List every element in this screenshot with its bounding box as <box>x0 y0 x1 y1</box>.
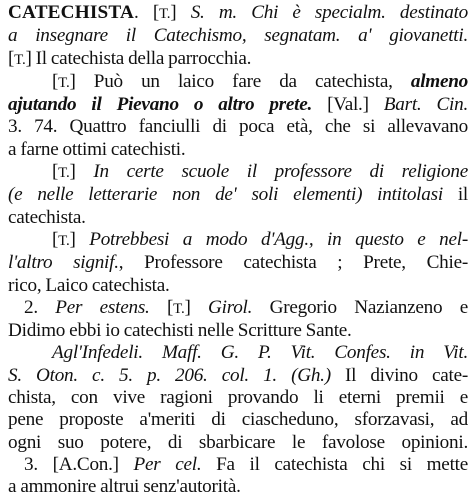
entry-line-17: S. Oton. c. 5. p. 206. col. 1. (Gh.) Il divino cate- <box>8 364 468 386</box>
entry-line-18: chista, con vive ragioni provando li eterni premii e <box>8 387 468 409</box>
entry-line-2: a insegnare il Catechismo, segnatam. a' giovanetti. <box>8 25 468 47</box>
entry-line-8: [T.] In certe scuole il professore di religione <box>52 161 468 183</box>
entry-line-16: Agl'Infedeli. Maff. G. P. Vit. Confes. in Vit. <box>52 342 468 364</box>
entry-line-22: a ammonire altrui senz'autorità. <box>8 476 241 498</box>
entry-line-15: Didimo ebbi io catechisti nelle Scritture Sante. <box>8 320 352 342</box>
entry-line-7: a farne ottimi catechisti. <box>8 138 186 160</box>
entry-line-13: rico, Laico catechista. <box>8 274 170 296</box>
entry-line-12: l'altro signif., Professore catechista ; Prete, Chie- <box>8 252 469 274</box>
entry-line-3: [T.] Il catechista della parrocchia. <box>8 47 252 69</box>
entry-line-21: 3. [A.Con.] Per cel. Fa il catechista chi si mette <box>24 453 468 475</box>
entry-line-4: [T.] Può un laico fare da catechista, almeno <box>52 70 468 92</box>
entry-line-9: (e nelle letterarie non de' soli elementi) intitolasi il <box>8 184 468 206</box>
entry-line-19: pene proposte a'meriti di ciascheduno, sforzavasi, ad <box>8 409 468 431</box>
entry-line-1: CATECHISTA. [T.] S. m. Chi è specialm. destinato <box>8 2 469 23</box>
entry-line-6: 3. 74. Quattro fanciulli di poca età, che si allevavano <box>8 116 468 138</box>
entry-line-10: catechista. <box>8 206 86 228</box>
entry-line-11: [T.] Potrebbesi a modo d'Agg., in questo e nel- <box>52 228 469 250</box>
entry-line-5: ajutando il Pievano o altro prete. [Val.] Bart. Cin. <box>8 94 468 116</box>
headword: CATECHISTA <box>8 2 135 23</box>
entry-line-14: 2. Per estens. [T.] Girol. Gregorio Nazianzeno e <box>24 296 468 318</box>
entry-line-20: ogni suo potere, di sbarbicare le favolose opinioni. <box>8 431 468 453</box>
